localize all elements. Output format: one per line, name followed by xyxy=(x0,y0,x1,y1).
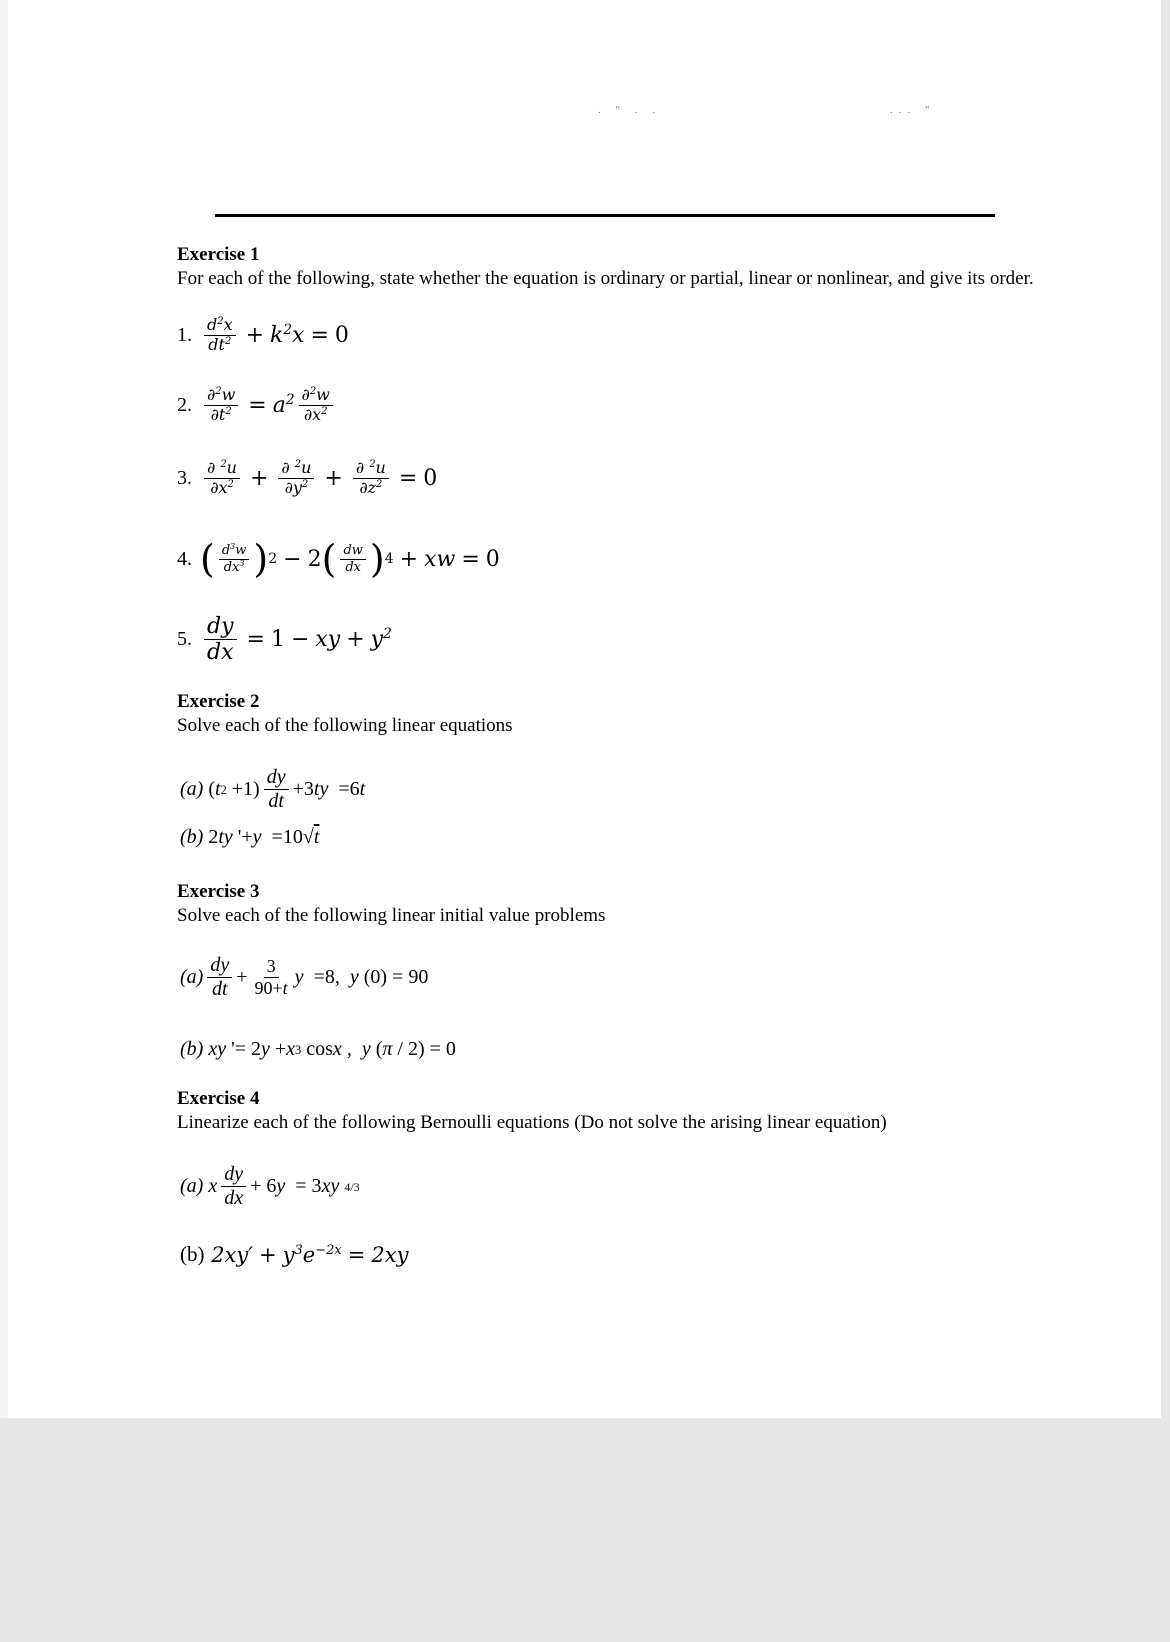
exercise1-instructions: For each of the following, state whether the equation is ordinary or partial, linear or nonlinear, and give its order. xyxy=(177,268,1034,289)
exercise4-block xyxy=(177,1087,1077,1135)
exercise1-block xyxy=(177,243,1057,291)
exercise1-title: Exercise 1 xyxy=(177,244,260,265)
faint-marks-right: ... " xyxy=(890,104,936,116)
exercise2-equation-a: (a) ( t 2 +1) $\frac{dy}{dt}$ +3 ty =6 t xyxy=(180,766,366,812)
equation-3: 3. $\frac{\partial ^2u}{\partial x^2}$ + $\frac{\partial ^2u}{\partial y^2}$ + $\frac{\partial ^2u}{\partial z^2}$ = 0 xyxy=(177,458,438,497)
exercise3-block xyxy=(177,880,1057,928)
left-edge xyxy=(0,0,8,1418)
equation-2: 2. $\frac{\partial^2w}{\partial t^2}$ = $a^2$ $\frac{\partial^2w}{\partial x^2}$ xyxy=(177,387,337,424)
exercise2-instructions: Solve each of the following linear equations xyxy=(177,715,513,736)
equation-4: 4. ( $\frac{d^3w}{dx^3}$ ) 2 − 2 ( $\frac{dw}{dx}$ ) 4 + xw = 0 xyxy=(177,537,500,581)
exercise3-equation-b: (b) xy '= 2 y + x 3 cos x , y ( π / 2) = 0 xyxy=(180,1038,456,1060)
exercise3-title: Exercise 3 xyxy=(177,881,260,902)
equation-1: 1. $\frac{d^2x}{dt^2}$ + $k^2x$ = 0 xyxy=(177,315,349,354)
faint-marks-left: . " . . xyxy=(598,104,661,116)
exercise3-equation-a: (a) $\frac{dy}{dt}$ + $\frac{3}{90+t}$ y =8, y (0) = 90 xyxy=(180,954,429,1000)
equation-5: 5. $\frac{dy}{dx}$ = 1 − xy + $y^2$ xyxy=(177,614,392,666)
header-rule xyxy=(215,214,995,217)
exercise4-equation-a: (a) x $\frac{dy}{dx}$ + 6 y = 3 xy 4/3 xyxy=(180,1163,360,1209)
exercise2-block xyxy=(177,690,1057,738)
exercise3-instructions: Solve each of the following linear initial value problems xyxy=(177,905,606,926)
exercise2-equation-b: (b) 2 ty '+ y =10√ t xyxy=(180,826,320,848)
exercise4-equation-b: (b) 2xy′ + $y^3e^{-2x}$ = 2xy xyxy=(180,1242,409,1267)
exercise2-title: Exercise 2 xyxy=(177,691,260,712)
exercise4-title: Exercise 4 xyxy=(177,1088,260,1109)
exercise4-instructions: Linearize each of the following Bernoulli equations (Do not solve the arising linear equation) xyxy=(177,1112,887,1133)
